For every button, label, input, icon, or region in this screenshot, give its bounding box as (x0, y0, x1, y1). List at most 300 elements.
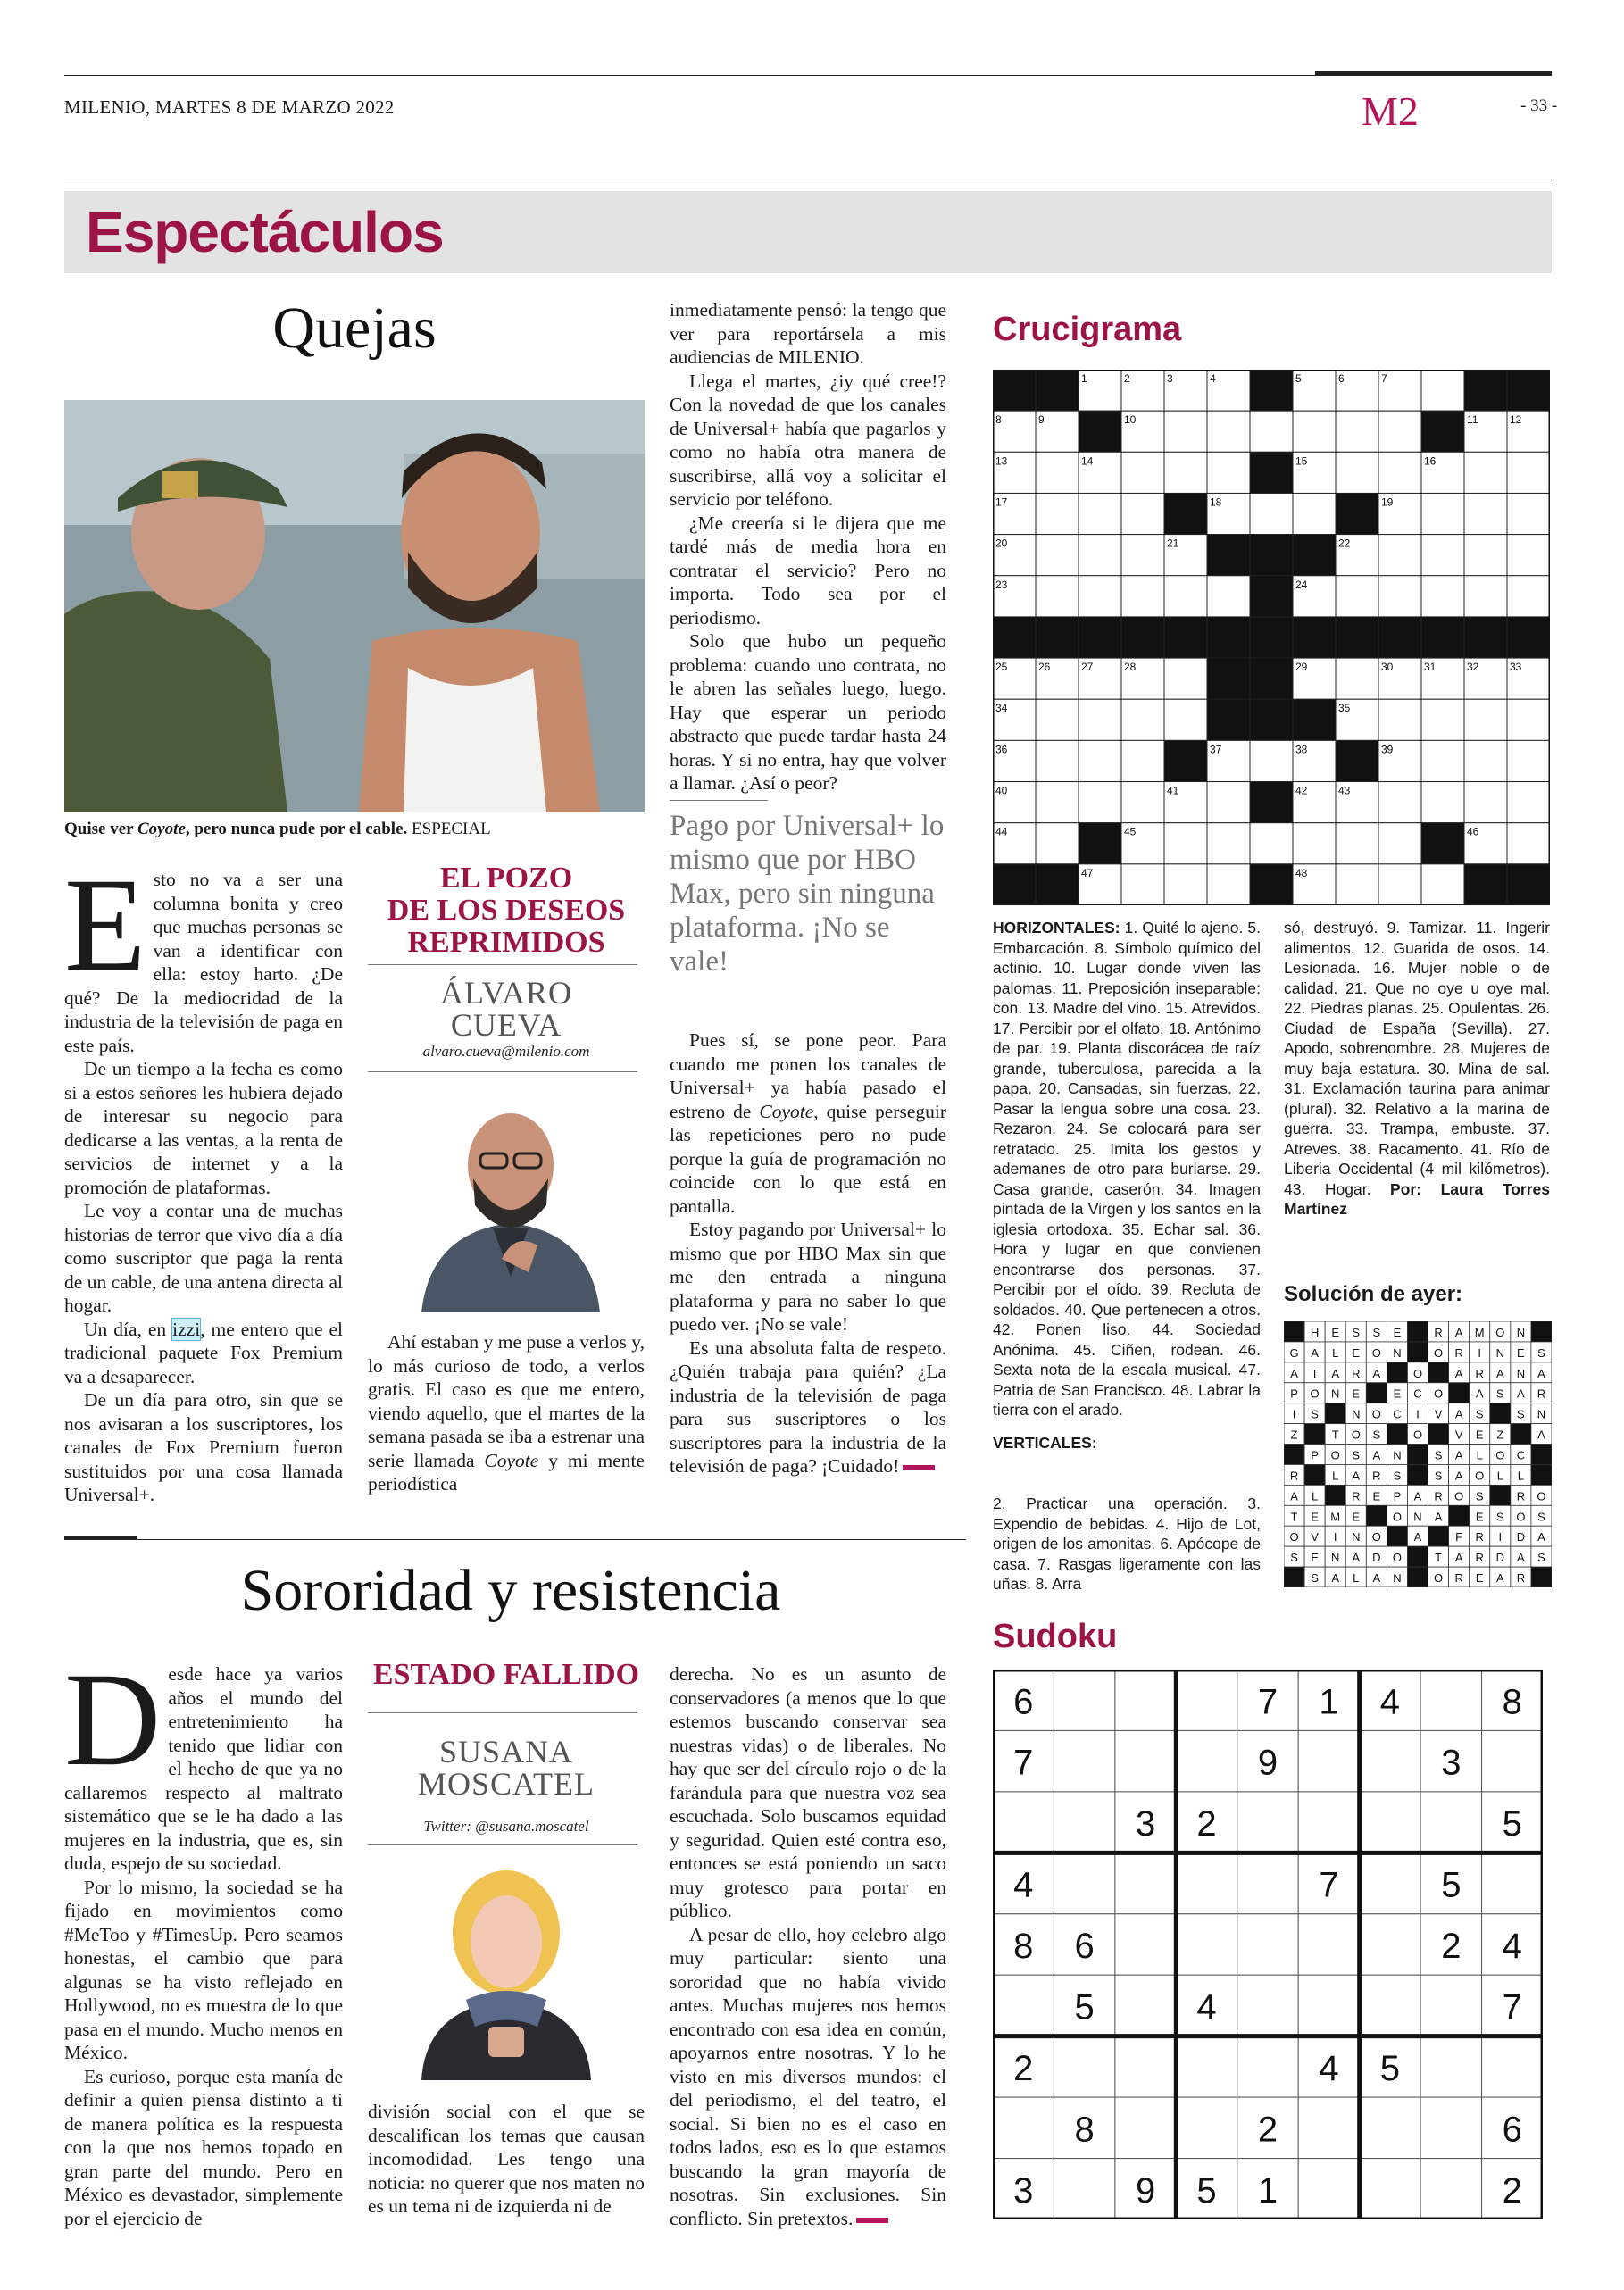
solution-letter: E (1352, 1510, 1361, 1524)
solution-letter: A (1372, 1448, 1381, 1462)
solution-letter: E (1311, 1551, 1319, 1565)
solution-letter: N (1393, 1571, 1402, 1586)
crossword-cell[interactable] (1421, 535, 1464, 576)
solution-letter: L (1496, 1469, 1503, 1483)
solution-letter: S (1537, 1551, 1545, 1565)
crossword-black-cell (1207, 699, 1250, 740)
solution-letter: S (1537, 1345, 1545, 1360)
crossword-cell[interactable] (1507, 740, 1550, 781)
solution-letter: E (1331, 1325, 1340, 1339)
paragraph-italic: Coyote (484, 1449, 539, 1471)
sudoku-cell[interactable] (1237, 2036, 1298, 2097)
solution-letter: E (1393, 1386, 1402, 1401)
sudoku-given: 3 (1135, 1804, 1156, 1844)
crossword-cell[interactable] (1378, 823, 1421, 864)
sudoku-given: 2 (1013, 2048, 1034, 2088)
solution-letter: C (1393, 1407, 1402, 1421)
sudoku-cell[interactable] (1176, 2036, 1237, 2097)
crossword-cell[interactable] (1121, 740, 1164, 781)
sudoku-given: 2 (1502, 2170, 1522, 2211)
crossword-cell[interactable] (1464, 493, 1507, 534)
solution-black-cell (1449, 1383, 1470, 1403)
sudoku-cell[interactable] (1054, 1670, 1114, 1730)
solution-letter: A (1413, 1489, 1422, 1503)
solution-letter: N (1516, 1325, 1526, 1339)
solution-letter: O (1371, 1407, 1381, 1421)
crossword-cell[interactable] (1464, 782, 1507, 823)
sudoku-cell[interactable] (1420, 1975, 1481, 2036)
crossword-cell[interactable] (1421, 370, 1464, 411)
author-contact: Twitter: @susana.moscatel (423, 1818, 589, 1835)
crossword-number: 2 (1124, 372, 1130, 385)
solution-letter: O (1310, 1386, 1320, 1401)
solution-black-cell (1325, 1403, 1345, 1424)
paragraph (670, 1337, 946, 1478)
article2-rule-thick (64, 1536, 137, 1539)
solution-letter: S (1352, 1325, 1361, 1339)
solution-letter: N (1413, 1510, 1422, 1524)
solution-letter: A (1372, 1571, 1381, 1586)
solution-black-cell (1366, 1383, 1387, 1403)
solution-letter: G (1289, 1345, 1299, 1360)
solution-letter: A (1517, 1386, 1525, 1401)
sudoku-cell[interactable] (1115, 1853, 1176, 1913)
sudoku-cell[interactable] (1420, 1670, 1481, 1730)
sudoku-cell[interactable] (1115, 2036, 1176, 2097)
crossword-cell[interactable] (1207, 782, 1250, 823)
solution-letter: R (1454, 1571, 1463, 1586)
highlighted-link[interactable]: izzi (172, 1318, 201, 1340)
sudoku-cell[interactable] (1420, 2159, 1481, 2219)
author-portrait (404, 1080, 618, 1312)
sudoku-given: 7 (1502, 1987, 1522, 2028)
crossword-number: 38 (1295, 743, 1308, 756)
crossword-cell[interactable] (1207, 576, 1250, 617)
solution-letter: L (1332, 1345, 1339, 1360)
paragraph: inmediatamente pensó: la tengo que ver para reportársela a mis audiencias de MILENIO. (670, 299, 946, 368)
crossword-cell[interactable] (1079, 782, 1121, 823)
paragraph: Por lo mismo, la sociedad se ha fijado en movimientos como #MeToo y #TimesUp. Pero seamos honestas, el cambio que para algunas se ha visto reflejado en Hollywood, no es muestra de lo que pasa en el mundo. Mucho menos en México. (64, 1876, 343, 2063)
crossword-cell[interactable] (1421, 576, 1464, 617)
sudoku-cell[interactable] (993, 1792, 1054, 1853)
solution-letter: A (1413, 1530, 1422, 1545)
solution-letter: S (1311, 1407, 1319, 1421)
crossword-cell[interactable] (1421, 864, 1464, 905)
crossword-number: 17 (995, 495, 1008, 509)
crossword-cell[interactable] (1336, 864, 1378, 905)
crossword-cell[interactable] (1464, 740, 1507, 781)
solution-letter: E (1475, 1510, 1484, 1524)
sudoku-cell[interactable] (1298, 2159, 1359, 2219)
crossword-cell[interactable] (1036, 782, 1079, 823)
sudoku-cell[interactable] (1237, 1975, 1298, 2036)
sudoku-given: 1 (1319, 1682, 1339, 1722)
sudoku-cell[interactable] (1298, 1730, 1359, 1791)
crossword-number: 4 (1210, 372, 1216, 385)
crossword-black-cell (1207, 617, 1250, 658)
end-mark (856, 2218, 888, 2223)
crossword-black-cell (1164, 493, 1207, 534)
verticales-clues-left: 2. Practicar una operación. 3. Expendio de bebidas. 4. Hijo de Lot, origen de los amonitas. 6. Apócope de casa. 7. Rasgas ligeramente con las uñas. 8. Arra (993, 1495, 1261, 1593)
article1-photo (64, 400, 645, 812)
article1-col1 (64, 851, 343, 1507)
sudoku-given: 2 (1441, 1927, 1462, 1967)
solution-black-cell (1511, 1424, 1531, 1445)
paragraph: De un día para otro, sin que se nos avisaran a los suscriptores, los canales de Fox Premium fueron sustituidos por una cosa llamada Universal+. (64, 1389, 343, 1505)
crossword-cell[interactable] (1421, 782, 1464, 823)
crossword-black-cell (1079, 617, 1121, 658)
crossword-cell[interactable] (1336, 452, 1378, 493)
crossword-cell[interactable] (1336, 576, 1378, 617)
sudoku-cell[interactable] (1054, 2159, 1114, 2219)
solution-black-cell (1284, 1321, 1304, 1342)
sudoku-cell[interactable] (1237, 1914, 1298, 1975)
sudoku-cell[interactable] (1360, 1792, 1420, 1853)
column-title: ESTADO FALLIDO (372, 1658, 640, 1691)
crossword-black-cell (1336, 493, 1378, 534)
crossword-cell[interactable] (1121, 699, 1164, 740)
solution-letter: S (1290, 1551, 1298, 1565)
sudoku-cell[interactable] (1176, 1853, 1237, 1913)
sudoku-given: 7 (1013, 1743, 1034, 1783)
caption-italic: Coyote (137, 820, 186, 838)
crossword-cell[interactable] (1207, 452, 1250, 493)
crossword-cell[interactable] (1079, 535, 1121, 576)
solution-letter: O (1371, 1530, 1381, 1545)
sudoku-given: 3 (1441, 1743, 1462, 1783)
solution-letter: S (1434, 1448, 1443, 1462)
paragraph: Llega el martes, ¿iy qué cree!? Con la novedad de que los canales de Universal+ había que pagarlos y como no había otra manera de suscribirse, allá voy a solicitar el servicio por teléfono. (670, 370, 946, 510)
sudoku-cell[interactable] (993, 2097, 1054, 2158)
crossword-cell[interactable] (1121, 452, 1164, 493)
solution-letter: A (1454, 1366, 1463, 1380)
crossword-cell[interactable] (1121, 864, 1164, 905)
solution-letter: V (1311, 1530, 1319, 1545)
crossword-cell[interactable] (1207, 411, 1250, 452)
crossword-cell[interactable] (1036, 699, 1079, 740)
crossword-cell[interactable] (1378, 411, 1421, 452)
solution-letter: E (1372, 1489, 1381, 1503)
crossword-grid (993, 370, 1550, 905)
sudoku-cell[interactable] (1054, 1853, 1114, 1913)
solution-black-cell (1304, 1424, 1325, 1445)
crossword-number: 25 (995, 661, 1008, 674)
crossword-cell[interactable] (1507, 699, 1550, 740)
divider (368, 1712, 637, 1713)
article2-col3 (670, 1662, 946, 2230)
solution-letter: O (1392, 1510, 1402, 1524)
crossword-cell[interactable] (1250, 411, 1293, 452)
solution-letter: A (1517, 1551, 1525, 1565)
dropcap: D (64, 1645, 162, 1794)
sudoku-cell[interactable] (1298, 1792, 1359, 1853)
sudoku-cell[interactable] (1054, 1792, 1114, 1853)
caption-text: Quise ver (64, 820, 137, 838)
solution-letter: P (1290, 1386, 1298, 1401)
crossword-cell[interactable] (1250, 740, 1293, 781)
crossword-number: 7 (1381, 372, 1387, 385)
crossword-clues-left (993, 918, 1261, 1453)
crossword-cell[interactable] (1421, 493, 1464, 534)
paragraph: derecha. No es un asunto de conservadores (a menos que lo que estemos buscando conservar sea nuestras vidas) o de liberales. No hay que ser del círculo rojo o de la farándula para que nuestra voz sea escuchada. Solo buscamos equidad y seguridad. Quien esté contra eso, entonces se está poniendo un saco muy grotesco para portar en público. (670, 1663, 946, 1921)
solution-letter: T (1435, 1551, 1443, 1565)
sudoku-cell[interactable] (1420, 2036, 1481, 2097)
sudoku-cell[interactable] (1176, 2097, 1237, 2158)
crossword-cell[interactable] (1378, 782, 1421, 823)
crossword-cell[interactable] (1079, 699, 1121, 740)
crossword-cell[interactable] (1421, 699, 1464, 740)
crossword-cell[interactable] (1121, 535, 1164, 576)
solution-letter: R (1352, 1489, 1361, 1503)
crossword-cell[interactable] (1293, 493, 1336, 534)
crossword-cell[interactable] (1164, 823, 1207, 864)
solution-letter: A (1331, 1571, 1340, 1586)
sudoku-cell[interactable] (993, 1975, 1054, 2036)
solution-letter: L (1311, 1489, 1319, 1503)
crossword-number: 10 (1124, 413, 1137, 427)
solution-black-cell (1407, 1546, 1428, 1567)
crossword-black-cell (1079, 411, 1121, 452)
crossword-number: 31 (1424, 661, 1437, 674)
sudoku-cell[interactable] (1482, 1853, 1543, 1913)
paragraph-text: Pues sí, se pone peor. Para cuando me ponen los canales de Universal+ ya había pasado el estreno de (670, 1029, 946, 1122)
sudoku-cell[interactable] (1360, 2097, 1420, 2158)
solution-black-cell (1531, 1464, 1552, 1485)
sudoku-cell[interactable] (1298, 1975, 1359, 2036)
sudoku-cell[interactable] (1115, 2097, 1176, 2158)
crossword-cell[interactable] (1164, 576, 1207, 617)
sudoku-cell[interactable] (1176, 1914, 1237, 1975)
verticales-label: VERTICALES: (993, 1433, 1097, 1452)
crossword-cell[interactable] (1079, 576, 1121, 617)
solution-letter: I (1416, 1407, 1420, 1421)
sudoku-given: 6 (1074, 1927, 1095, 1967)
solution-letter: O (1516, 1510, 1526, 1524)
solution-black-cell (1325, 1485, 1345, 1505)
solution-letter: N (1352, 1407, 1361, 1421)
sudoku-cell[interactable] (1054, 2036, 1114, 2097)
crossword-cell[interactable] (1293, 411, 1336, 452)
horizontales-label: HORIZONTALES: (993, 919, 1120, 937)
sudoku-cell[interactable] (1115, 1670, 1176, 1730)
crossword-cell[interactable] (1207, 823, 1250, 864)
solution-letter: R (1475, 1530, 1484, 1545)
solution-letter: O (1454, 1489, 1464, 1503)
photo-illustration (64, 400, 645, 812)
crossword-black-cell (1293, 535, 1336, 576)
crossword-number: 15 (1295, 454, 1308, 468)
crossword-cell[interactable] (1464, 576, 1507, 617)
sudoku-cell[interactable] (1054, 1730, 1114, 1791)
solution-letter: E (1475, 1571, 1484, 1586)
paragraph-italic: Coyote (759, 1100, 814, 1122)
crossword-cell[interactable] (1079, 740, 1121, 781)
solution-letter: T (1311, 1366, 1319, 1380)
crossword-cell[interactable] (1293, 823, 1336, 864)
pull-quote: Pago por Universal+ lo mismo que por HBO Max, pero sin ninguna plataforma. ¡No se vale! (670, 810, 945, 978)
crossword-cell[interactable] (1164, 658, 1207, 699)
sudoku-cell[interactable] (1360, 2159, 1420, 2219)
crossword-cell[interactable] (1036, 576, 1079, 617)
crossword-black-cell (993, 617, 1036, 658)
crossword-cell[interactable] (1036, 452, 1079, 493)
crossword-cell[interactable] (1507, 782, 1550, 823)
crossword-black-cell (1164, 740, 1207, 781)
crossword-cell[interactable] (1336, 823, 1378, 864)
sudoku-given: 5 (1379, 2048, 1401, 2088)
author-name: SUSANA MOSCATEL (417, 1734, 595, 1802)
crossword-cell[interactable] (1421, 740, 1464, 781)
crossword-cell[interactable] (1507, 452, 1550, 493)
crossword-cell[interactable] (1121, 782, 1164, 823)
sudoku-cell[interactable] (1360, 1914, 1420, 1975)
crossword-cell[interactable] (1164, 699, 1207, 740)
crossword-number: 16 (1424, 454, 1437, 468)
sudoku-given: 4 (1319, 2048, 1339, 2088)
solution-letter: A (1495, 1571, 1504, 1586)
crossword-cell[interactable] (1507, 823, 1550, 864)
sudoku-cell[interactable] (1298, 1914, 1359, 1975)
sudoku-cell[interactable] (1115, 1975, 1176, 2036)
article2-headline: Sororidad y resistencia (240, 1558, 781, 1623)
solution-letter: N (1330, 1551, 1340, 1565)
sudoku-cell[interactable] (1237, 1853, 1298, 1913)
sudoku-cell[interactable] (1115, 1914, 1176, 1975)
crossword-number: 48 (1295, 866, 1308, 879)
article1-col3-top (670, 298, 946, 795)
solution-letter: L (1353, 1571, 1360, 1586)
crossword-cell[interactable] (1164, 864, 1207, 905)
crossword-black-cell (1250, 782, 1293, 823)
solution-black-cell (1407, 1342, 1428, 1362)
crossword-cell[interactable] (1507, 535, 1550, 576)
solution-black-cell (1531, 1567, 1552, 1587)
sudoku-cell[interactable] (1360, 1730, 1420, 1791)
crossword-cell[interactable] (1121, 493, 1164, 534)
sudoku-cell[interactable] (1360, 1853, 1420, 1913)
crossword-cell[interactable] (1164, 411, 1207, 452)
solution-black-cell (1407, 1321, 1428, 1342)
solution-black-cell (1407, 1464, 1428, 1485)
solution-letter: A (1495, 1366, 1504, 1380)
crossword-cell[interactable] (1378, 576, 1421, 617)
sudoku-given: 8 (1013, 1927, 1034, 1967)
crossword-cell[interactable] (1378, 699, 1421, 740)
sudoku-cell[interactable] (1176, 1670, 1237, 1730)
page-number: - 33 - (1520, 96, 1558, 115)
sudoku-cell[interactable] (1298, 2097, 1359, 2158)
crossword-number: 18 (1210, 495, 1222, 509)
crossword-cell[interactable] (1121, 576, 1164, 617)
solution-black-cell (1428, 1424, 1449, 1445)
crossword-cell[interactable] (1336, 658, 1378, 699)
sudoku-given: 1 (1257, 2170, 1278, 2211)
sudoku-cell[interactable] (1482, 2036, 1543, 2097)
crossword-black-cell (1464, 864, 1507, 905)
solution-letter: A (1311, 1345, 1319, 1360)
solution-letter: R (1352, 1366, 1361, 1380)
crossword-cell[interactable] (1079, 493, 1121, 534)
solution-letter: E (1475, 1428, 1484, 1442)
crossword-cell[interactable] (1378, 452, 1421, 493)
crossword-title: Crucigrama (993, 311, 1182, 348)
solution-letter: A (1372, 1366, 1381, 1380)
crossword-cell[interactable] (1507, 493, 1550, 534)
crossword-cell[interactable] (1036, 493, 1079, 534)
solution-letter: A (1454, 1448, 1463, 1462)
solution-letter: A (1290, 1366, 1298, 1380)
solution-letter: A (1537, 1366, 1545, 1380)
crossword-cell[interactable] (1164, 452, 1207, 493)
sudoku-cell[interactable] (1115, 1730, 1176, 1791)
solution-letter: A (1454, 1469, 1463, 1483)
solution-letter: A (1537, 1428, 1545, 1442)
solution-letter: E (1352, 1345, 1361, 1360)
crossword-cell[interactable] (1378, 864, 1421, 905)
solution-black-cell (1449, 1505, 1470, 1526)
paragraph: ¿Me creería si le dijera que me tardé más de media hora en contratar el servicio? Pero no importa. Todo sea por el periodismo. (670, 512, 946, 629)
crossword-cell[interactable] (1464, 452, 1507, 493)
solution-letter: F (1455, 1530, 1463, 1545)
solution-letter: A (1352, 1551, 1361, 1565)
solution-letter: A (1352, 1469, 1361, 1483)
crossword-black-cell (1250, 864, 1293, 905)
crossword-cell[interactable] (1464, 699, 1507, 740)
solution-letter: A (1454, 1325, 1463, 1339)
solution-letter: Z (1290, 1428, 1298, 1442)
paragraph (670, 1923, 946, 2231)
crossword-cell[interactable] (1036, 740, 1079, 781)
solution-letter: V (1434, 1407, 1443, 1421)
sudoku-cell[interactable] (1237, 1792, 1298, 1853)
crossword-number: 21 (1167, 537, 1179, 550)
caption-credit: ESPECIAL (412, 820, 491, 838)
crossword-cell[interactable] (1378, 535, 1421, 576)
crossword-cell[interactable] (1507, 576, 1550, 617)
solution-letter: O (1392, 1551, 1402, 1565)
crossword-cell[interactable] (1250, 823, 1293, 864)
sudoku-cell[interactable] (1360, 1975, 1420, 2036)
crossword-black-cell (1507, 617, 1550, 658)
crossword-cell[interactable] (1036, 535, 1079, 576)
crossword-cell[interactable] (1207, 864, 1250, 905)
crossword-number: 3 (1167, 372, 1173, 385)
crossword-cell[interactable] (1250, 493, 1293, 534)
sudoku-cell[interactable] (1482, 1730, 1543, 1791)
crossword-cell[interactable] (1464, 535, 1507, 576)
solution-black-cell (1366, 1505, 1387, 1526)
verticales-clues-right (1284, 918, 1550, 1220)
sudoku-cell[interactable] (1420, 2097, 1481, 2158)
sudoku-cell[interactable] (1420, 1792, 1481, 1853)
crossword-cell[interactable] (1336, 411, 1378, 452)
crossword-black-cell (1250, 699, 1293, 740)
quote-rule (670, 800, 768, 801)
paragraph-text: Ahí estaban y me puse a verlos y, lo más curioso de todo, a verlos gratis. El caso es que me entero, viendo aquello, que el martes de la semana pasada se iba a estrenar una serie llamada (368, 1331, 645, 1471)
crossword-black-cell (1507, 370, 1550, 411)
solution-letter: N (1537, 1407, 1546, 1421)
solution-letter: I (1498, 1530, 1503, 1545)
crossword-number: 40 (995, 784, 1008, 797)
sudoku-cell[interactable] (1176, 1730, 1237, 1791)
solution-letter: T (1290, 1510, 1298, 1524)
crossword-cell[interactable] (1036, 823, 1079, 864)
solution-letter: O (1495, 1325, 1505, 1339)
crossword-black-cell (1250, 658, 1293, 699)
sudoku-given: 3 (1013, 2170, 1034, 2211)
divider (368, 1844, 637, 1845)
crossword-black-cell (1250, 452, 1293, 493)
